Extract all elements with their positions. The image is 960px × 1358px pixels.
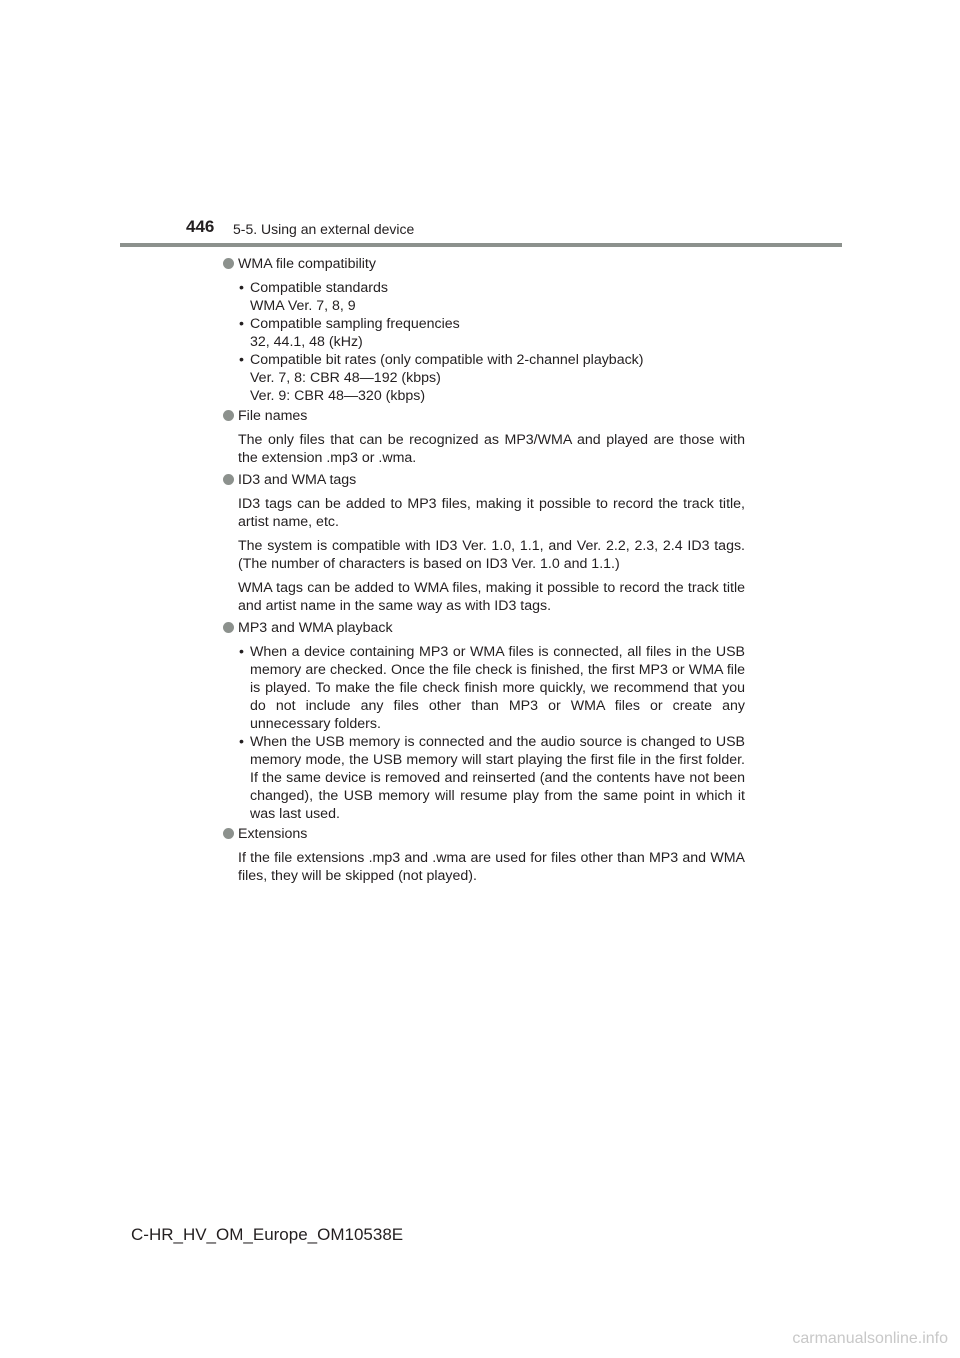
sub-line: When a device containing MP3 or WMA files is connected, all files in the USB memory are checked. Once the file check is finished, the first MP3 or WMA file is played. To make the file check finish more quickly, we recommend that you do not include any files other than MP3 or WMA files or create any unnecessary folders. (250, 644, 745, 732)
sub-line: Ver. 9: CBR 48—320 (kbps) (250, 388, 426, 404)
circle-bullet-icon (223, 828, 234, 839)
sub-item (223, 315, 745, 351)
paragraph: ID3 tags can be added to MP3 files, making it possible to record the track title, artist name, etc. (238, 496, 745, 530)
item-heading (223, 407, 745, 425)
sub-line: Ver. 7, 8: CBR 48—192 (kbps) (250, 370, 441, 386)
sub-line: When the USB memory is connected and the audio source is changed to USB memory mode, the USB memory will start playing the first file in the first folder. If the same device is removed and reinserted (and the contents have not been changed), the USB memory will resume play from the same point in which it was last used. (250, 734, 745, 822)
sub-item (223, 733, 745, 823)
header-divider (120, 243, 842, 247)
sub-line: Compatible bit rates (only compatible with 2-channel playback) (250, 352, 644, 368)
circle-bullet-icon (223, 258, 234, 269)
sub-list (223, 279, 745, 405)
item-heading-text: File names (238, 408, 308, 424)
paragraph: The system is compatible with ID3 Ver. 1.0, 1.1, and Ver. 2.2, 2.3, 2.4 ID3 tags. (The number of characters is based on ID3 Ver. 1.0 and 1.1.) (238, 538, 745, 572)
circle-bullet-icon (223, 622, 234, 633)
item-mp3-wma-playback (223, 619, 745, 823)
item-heading-text: ID3 and WMA tags (238, 472, 357, 488)
sub-line: 32, 44.1, 48 (kHz) (250, 334, 363, 350)
section-title: 5-5. Using an external device (233, 221, 415, 237)
item-heading-text: Extensions (238, 826, 308, 842)
dot-bullet-icon: • (239, 280, 244, 296)
sub-item (223, 643, 745, 733)
dot-bullet-icon: • (239, 316, 244, 332)
sub-item (223, 351, 745, 405)
item-heading (223, 471, 745, 489)
paragraph: If the file extensions .mp3 and .wma are used for files other than MP3 and WMA files, they will be skipped (not played). (238, 850, 745, 884)
item-heading (223, 619, 745, 637)
paragraph: The only files that can be recognized as MP3/WMA and played are those with the extension .mp3 or .wma. (238, 432, 745, 466)
item-heading-text: MP3 and WMA playback (238, 620, 393, 636)
circle-bullet-icon (223, 474, 234, 485)
circle-bullet-icon (223, 410, 234, 421)
sub-list (223, 643, 745, 823)
item-id3-wma-tags (223, 471, 745, 615)
watermark: carmanualsonline.info (792, 1330, 948, 1347)
sub-line: Compatible standards (250, 280, 389, 296)
item-heading-text: WMA file compatibility (238, 256, 376, 272)
item-extensions (223, 825, 745, 885)
sub-line: Compatible sampling frequencies (250, 316, 460, 332)
page-number: 446 (186, 217, 215, 236)
sub-item (223, 279, 745, 315)
dot-bullet-icon: • (239, 734, 244, 750)
paragraph: WMA tags can be added to WMA files, making it possible to record the track title and artist name in the same way as with ID3 tags. (238, 580, 745, 614)
item-heading (223, 255, 745, 273)
dot-bullet-icon: • (239, 352, 244, 368)
dot-bullet-icon: • (239, 644, 244, 660)
document-code: C-HR_HV_OM_Europe_OM10538E (131, 1225, 404, 1244)
item-wma-compatibility (223, 255, 745, 405)
item-file-names (223, 407, 745, 467)
content-body (223, 255, 745, 889)
sub-line: WMA Ver. 7, 8, 9 (250, 298, 356, 314)
item-heading (223, 825, 745, 843)
